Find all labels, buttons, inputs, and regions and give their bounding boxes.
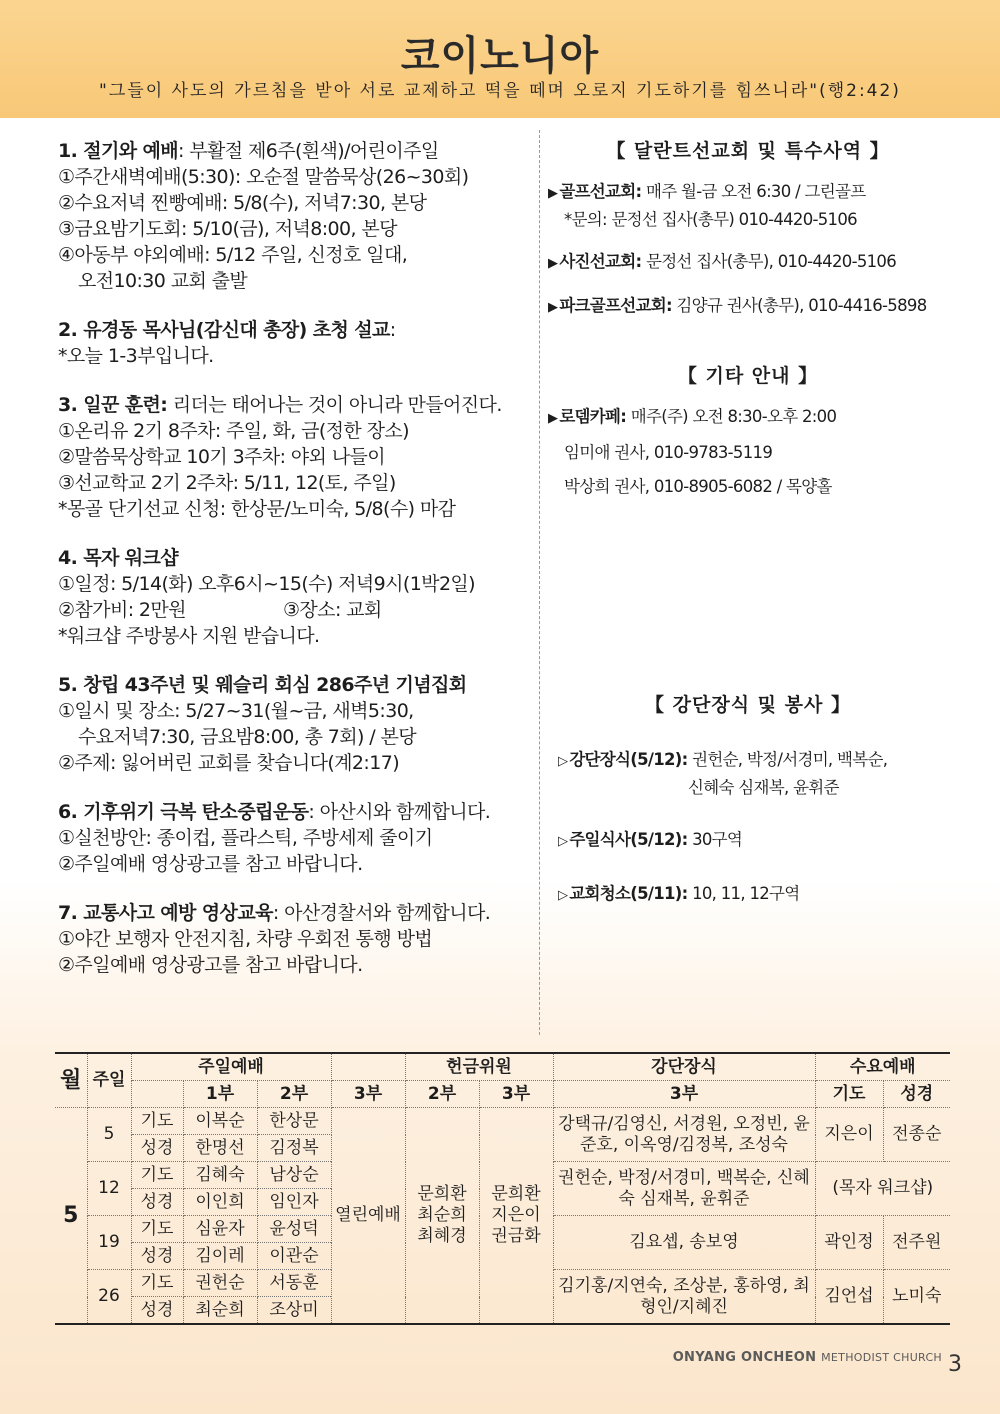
name-cell: 김혜숙: [183, 1162, 257, 1189]
section-worship: [58, 138, 538, 294]
mission-label: 파크골프선교회:: [559, 296, 672, 315]
announcement-fee: ②참가비: 2만원: [58, 599, 186, 621]
header-wednesday-worship: 수요예배: [815, 1053, 950, 1081]
section-heading: 7. 교통사고 예방 영상교육: [58, 902, 273, 924]
announcement-line: ④아동부 야외예배: 5/12 주일, 신정호 일대,: [58, 244, 408, 266]
announcement-line: ①온리유 2기 8주차: 주일, 화, 금(정한 장소): [58, 420, 409, 442]
mission-label: 사진선교회:: [559, 252, 642, 271]
service-text: 신혜숙 심재복, 윤휘준: [688, 778, 839, 797]
name-cell: 최순희: [183, 1297, 257, 1325]
header-offering-2: 2부: [405, 1081, 479, 1108]
name-cell: 심윤자: [183, 1216, 257, 1243]
header-month: 월: [55, 1053, 87, 1108]
announcement-line: ③금요밤기도회: 5/10(금), 저녁8:00, 본당: [58, 218, 397, 240]
wed-scripture-cell: 전주원: [883, 1216, 950, 1270]
name-cell: 김이레: [183, 1243, 257, 1270]
section-heading-detail: : 아산경찰서와 함께합니다.: [272, 902, 491, 924]
header-offering: 헌금위원: [405, 1053, 553, 1081]
mission-text: 문정선 집사(총무), 010-4420-5106: [641, 252, 897, 271]
header-offering-3: 3부: [479, 1081, 553, 1108]
header-week: 주일: [87, 1053, 131, 1108]
announcement-place: ③장소: 교회: [283, 599, 382, 621]
name-cell: 조상미: [257, 1297, 331, 1325]
week-cell: 5: [87, 1108, 131, 1162]
header-blank: [131, 1081, 183, 1108]
ministry-column: [548, 130, 948, 909]
altar-cell: 권헌순, 박정/서경미, 백복순, 신혜숙 심재복, 윤휘준: [553, 1162, 815, 1216]
week-cell: 12: [87, 1162, 131, 1216]
service-text: 10, 11, 12구역: [687, 884, 800, 903]
announcement-line: 오전10:30 교회 출발: [78, 270, 248, 292]
announcement-line: 수요저녁7:30, 금요밤8:00, 총 7회) / 본당: [78, 726, 417, 748]
wed-scripture-cell: 전종순: [883, 1108, 950, 1162]
wed-prayer-cell: 지은이: [815, 1108, 883, 1162]
third-service-cell: 열린예배: [331, 1108, 405, 1325]
cafe-contact: 임미애 권사, 010-9783-5119: [564, 443, 773, 462]
announcement-line: ③선교학교 2기 2주차: 5/11, 12(토, 주일): [58, 472, 396, 494]
announcement-line: ①야간 보행자 안전지침, 차량 우회전 통행 방법: [58, 928, 433, 950]
triangle-outline-bullet-icon: ▷: [558, 834, 568, 849]
month-cell: 5: [55, 1108, 87, 1325]
section-heading: 6. 기후위기 극복 탄소중립운동: [58, 801, 309, 823]
section-heading-detail: 리더는 태어나는 것이 아니라 만들어진다.: [167, 394, 502, 416]
section-anniversary: [58, 672, 538, 776]
altar-cell: 김요셉, 송보영: [553, 1216, 815, 1270]
mission-text: 매주 월-금 오전 6:30 / 그린골프: [641, 182, 866, 201]
section-heading: 1. 절기와 예배: [58, 140, 179, 162]
header-altar-3: 3부: [553, 1081, 815, 1108]
service-label: 교회청소(5/11):: [569, 884, 688, 903]
announcement-line: ①일시 및 장소: 5/27~31(월~금, 새벽5:30,: [58, 700, 414, 722]
wed-event-cell: (목자 워크샵): [815, 1162, 950, 1216]
section-worker-training: [58, 392, 538, 522]
missions-heading: 【 달란트선교회 및 특수사역 】: [606, 140, 890, 162]
wed-prayer-cell: 김언섭: [815, 1270, 883, 1325]
wed-scripture-cell: 노미숙: [883, 1270, 950, 1325]
role-cell: 성경: [131, 1135, 183, 1162]
etc-heading: 【 기타 안내 】: [677, 365, 819, 387]
announcement-line: ①주간새벽예배(5:30): 오순절 말씀묵상(26~30회): [58, 166, 469, 188]
announcement-line: ②주일예배 영상광고를 참고 바랍니다.: [58, 954, 363, 976]
week-cell: 19: [87, 1216, 131, 1270]
service-label: 강단장식(5/12):: [569, 750, 688, 769]
announcement-line: ②말씀묵상학교 10기 3주차: 야외 나들이: [58, 446, 386, 468]
page-title: 코이노니아: [400, 33, 600, 79]
service-text: 30구역: [687, 830, 743, 849]
cafe-label: 로뎀카페:: [559, 407, 627, 426]
mission-label: 골프선교회:: [559, 182, 642, 201]
section-traffic-safety: [58, 900, 538, 978]
service-label: 주일식사(5/12):: [569, 830, 688, 849]
role-cell: 기도: [131, 1108, 183, 1135]
header-service-3: 3부: [331, 1081, 405, 1108]
header-service-2: 2부: [257, 1081, 331, 1108]
announcements-column: [58, 138, 538, 1001]
header-blank: [331, 1053, 405, 1081]
triangle-bullet-icon: ▶: [548, 411, 558, 426]
section-heading-detail: :: [389, 319, 396, 341]
wed-prayer-cell: 곽인정: [815, 1216, 883, 1270]
section-climate: [58, 799, 538, 877]
section-heading: 5. 창립 43주년 및 웨슬리 회심 286주년 기념집회: [58, 674, 467, 696]
header-scripture: 성경: [883, 1081, 950, 1108]
announcement-line: ②주제: 잃어버린 교회를 찾습니다(계2:17): [58, 752, 400, 774]
role-cell: 성경: [131, 1243, 183, 1270]
announcement-line: ①일정: 5/14(화) 오후6시~15(수) 저녁9시(1박2일): [58, 573, 475, 595]
column-divider: [539, 130, 540, 1035]
role-cell: 성경: [131, 1189, 183, 1216]
offering-3-cell: 문희환 지은이 권금화: [479, 1108, 553, 1325]
section-heading-detail: : 부활절 제6주(흰색)/어린이주일: [178, 140, 439, 162]
section-heading: 3. 일꾼 훈련:: [58, 394, 168, 416]
mission-contact: *문의: 문정선 집사(총무) 010-4420-5106: [564, 210, 857, 229]
header-sunday-worship: 주일예배: [131, 1053, 331, 1081]
table-row: [55, 1108, 950, 1135]
announcement-line: ②수요저녁 찐빵예배: 5/8(수), 저녁7:30, 본당: [58, 192, 427, 214]
name-cell: 남상순: [257, 1162, 331, 1189]
announcement-line: ②주일예배 영상광고를 참고 바랍니다.: [58, 853, 363, 875]
name-cell: 이복순: [183, 1108, 257, 1135]
role-cell: 기도: [131, 1216, 183, 1243]
cafe-text: 매주(주) 오전 8:30-오후 2:00: [626, 407, 837, 426]
name-cell: 이인희: [183, 1189, 257, 1216]
header-service-1: 1부: [183, 1081, 257, 1108]
service-text: 권헌순, 박정/서경미, 백복순,: [687, 750, 888, 769]
name-cell: 이관순: [257, 1243, 331, 1270]
page-header: [0, 0, 1000, 118]
section-heading: 4. 목자 워크샵: [58, 547, 179, 569]
church-name: ONYANG ONCHEON: [672, 1350, 817, 1365]
name-cell: 권헌순: [183, 1270, 257, 1297]
name-cell: 한명선: [183, 1135, 257, 1162]
triangle-bullet-icon: ▶: [548, 300, 558, 315]
triangle-outline-bullet-icon: ▷: [558, 888, 568, 903]
triangle-bullet-icon: ▶: [548, 256, 558, 271]
announcement-line: *워크샵 주방봉사 지원 받습니다.: [58, 625, 320, 647]
mission-text: 김양규 권사(총무), 010-4416-5898: [671, 296, 927, 315]
header-prayer: 기도: [815, 1081, 883, 1108]
name-cell: 윤성덕: [257, 1216, 331, 1243]
altar-heading: 【 강단장식 및 봉사 】: [645, 694, 851, 716]
header-verse: "그들이 사도의 가르침을 받아 서로 교제하고 떡을 떼며 오로지 기도하기를 힘쓰니라"(행2:42): [99, 81, 901, 101]
church-name-footer: [673, 1350, 942, 1365]
altar-cell: 강택규/김영신, 서경원, 오정빈, 윤준호, 이옥영/김정복, 조성숙: [553, 1108, 815, 1162]
header-altar: 강단장식: [553, 1053, 815, 1081]
announcement-line: *몽골 단기선교 신청: 한상문/노미숙, 5/8(수) 마감: [58, 498, 456, 520]
cafe-contact: 박상희 권사, 010-8905-6082 / 목양홀: [564, 477, 832, 496]
section-guest-sermon: [58, 317, 538, 369]
announcement-line: *오늘 1-3부입니다.: [58, 345, 214, 367]
section-heading-detail: : 아산시와 함께합니다.: [308, 801, 491, 823]
section-shepherd-workshop: [58, 545, 538, 649]
role-cell: 기도: [131, 1162, 183, 1189]
altar-cell: 김기홍/지연숙, 조상분, 홍하영, 최형인/지혜진: [553, 1270, 815, 1325]
service-schedule-table: [55, 1052, 950, 1325]
church-subtitle: METHODIST CHURCH: [821, 1351, 942, 1364]
page-number: 3: [948, 1352, 962, 1377]
role-cell: 기도: [131, 1270, 183, 1297]
section-heading: 2. 유경동 목사님(감신대 총장) 초청 설교: [58, 319, 390, 341]
name-cell: 김정복: [257, 1135, 331, 1162]
triangle-outline-bullet-icon: ▷: [558, 754, 568, 769]
announcement-line: ①실천방안: 종이컵, 플라스틱, 주방세제 줄이기: [58, 827, 433, 849]
name-cell: 서동훈: [257, 1270, 331, 1297]
triangle-bullet-icon: ▶: [548, 186, 558, 201]
offering-2-cell: 문희환 최순희 최혜경: [405, 1108, 479, 1325]
name-cell: 한상문: [257, 1108, 331, 1135]
week-cell: 26: [87, 1270, 131, 1325]
role-cell: 성경: [131, 1297, 183, 1325]
name-cell: 임인자: [257, 1189, 331, 1216]
